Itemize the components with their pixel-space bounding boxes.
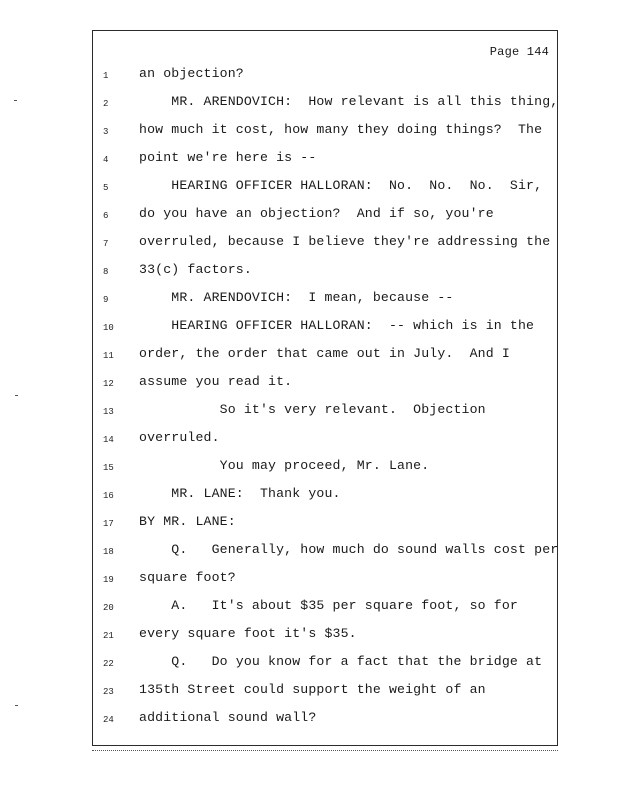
line-text: 135th Street could support the weight of an xyxy=(139,682,486,697)
transcript-line xyxy=(93,346,559,366)
transcript-line xyxy=(93,290,559,310)
transcript-line xyxy=(93,122,559,142)
line-text: point we're here is -- xyxy=(139,150,317,165)
line-number: 5 xyxy=(103,183,109,193)
line-text: A. It's about $35 per square foot, so for xyxy=(139,598,518,613)
line-number: 6 xyxy=(103,211,109,221)
line-number: 3 xyxy=(103,127,109,137)
line-text: overruled. xyxy=(139,430,220,445)
line-number: 11 xyxy=(103,351,114,361)
line-text: MR. LANE: Thank you. xyxy=(139,486,341,501)
line-number: 19 xyxy=(103,575,114,585)
line-number: 17 xyxy=(103,519,114,529)
line-number: 24 xyxy=(103,715,114,725)
line-number: 7 xyxy=(103,239,109,249)
transcript-line xyxy=(93,234,559,254)
line-text: an objection? xyxy=(139,66,244,81)
line-number: 20 xyxy=(103,603,114,613)
transcript-line xyxy=(93,598,559,618)
transcript-line xyxy=(93,570,559,590)
page-number: Page 144 xyxy=(489,45,549,59)
transcript-line xyxy=(93,206,559,226)
transcript-line xyxy=(93,458,559,478)
line-text: assume you read it. xyxy=(139,374,293,389)
transcript-line xyxy=(93,178,559,198)
line-text: do you have an objection? And if so, you're xyxy=(139,206,494,221)
transcript-line xyxy=(93,66,559,86)
line-number: 22 xyxy=(103,659,114,669)
line-number: 8 xyxy=(103,267,109,277)
line-text: Q. Do you know for a fact that the bridge at xyxy=(139,654,543,669)
line-text: every square foot it's $35. xyxy=(139,626,357,641)
scan-speck xyxy=(15,395,18,396)
transcript-line xyxy=(93,486,559,506)
transcript-line xyxy=(93,626,559,646)
line-number: 21 xyxy=(103,631,114,641)
line-text: HEARING OFFICER HALLORAN: No. No. No. Sir, xyxy=(139,178,543,193)
line-number: 18 xyxy=(103,547,114,557)
line-number: 10 xyxy=(103,323,114,333)
line-text: BY MR. LANE: xyxy=(139,514,236,529)
transcript-line xyxy=(93,542,559,562)
line-text: how much it cost, how many they doing things? The xyxy=(139,122,543,137)
line-text: You may proceed, Mr. Lane. xyxy=(139,458,430,473)
line-text: HEARING OFFICER HALLORAN: -- which is in the xyxy=(139,318,535,333)
line-text: overruled, because I believe they're addressing the xyxy=(139,234,551,249)
transcript-line xyxy=(93,514,559,534)
line-number: 12 xyxy=(103,379,114,389)
line-number: 13 xyxy=(103,407,114,417)
line-text: Q. Generally, how much do sound walls cost per xyxy=(139,542,559,557)
transcript-line xyxy=(93,430,559,450)
transcript-line xyxy=(93,318,559,338)
line-number: 23 xyxy=(103,687,114,697)
line-number: 14 xyxy=(103,435,114,445)
line-number: 15 xyxy=(103,463,114,473)
line-text: square foot? xyxy=(139,570,236,585)
transcript-line xyxy=(93,682,559,702)
line-number: 4 xyxy=(103,155,109,165)
transcript-line xyxy=(93,402,559,422)
line-text: MR. ARENDOVICH: How relevant is all this thing, xyxy=(139,94,559,109)
transcript-page xyxy=(92,30,558,746)
transcript-line xyxy=(93,94,559,114)
scan-speck xyxy=(15,705,18,706)
bottom-rule xyxy=(92,750,558,751)
transcript-line xyxy=(93,654,559,674)
line-text: order, the order that came out in July. And I xyxy=(139,346,510,361)
line-number: 16 xyxy=(103,491,114,501)
line-number: 1 xyxy=(103,71,109,81)
scan-speck xyxy=(14,100,17,101)
transcript-line xyxy=(93,262,559,282)
transcript-line xyxy=(93,374,559,394)
line-text: MR. ARENDOVICH: I mean, because -- xyxy=(139,290,454,305)
line-text: So it's very relevant. Objection xyxy=(139,402,486,417)
transcript-line xyxy=(93,710,559,730)
line-text: additional sound wall? xyxy=(139,710,317,725)
line-text: 33(c) factors. xyxy=(139,262,252,277)
line-number: 2 xyxy=(103,99,109,109)
line-number: 9 xyxy=(103,295,109,305)
transcript-line xyxy=(93,150,559,170)
